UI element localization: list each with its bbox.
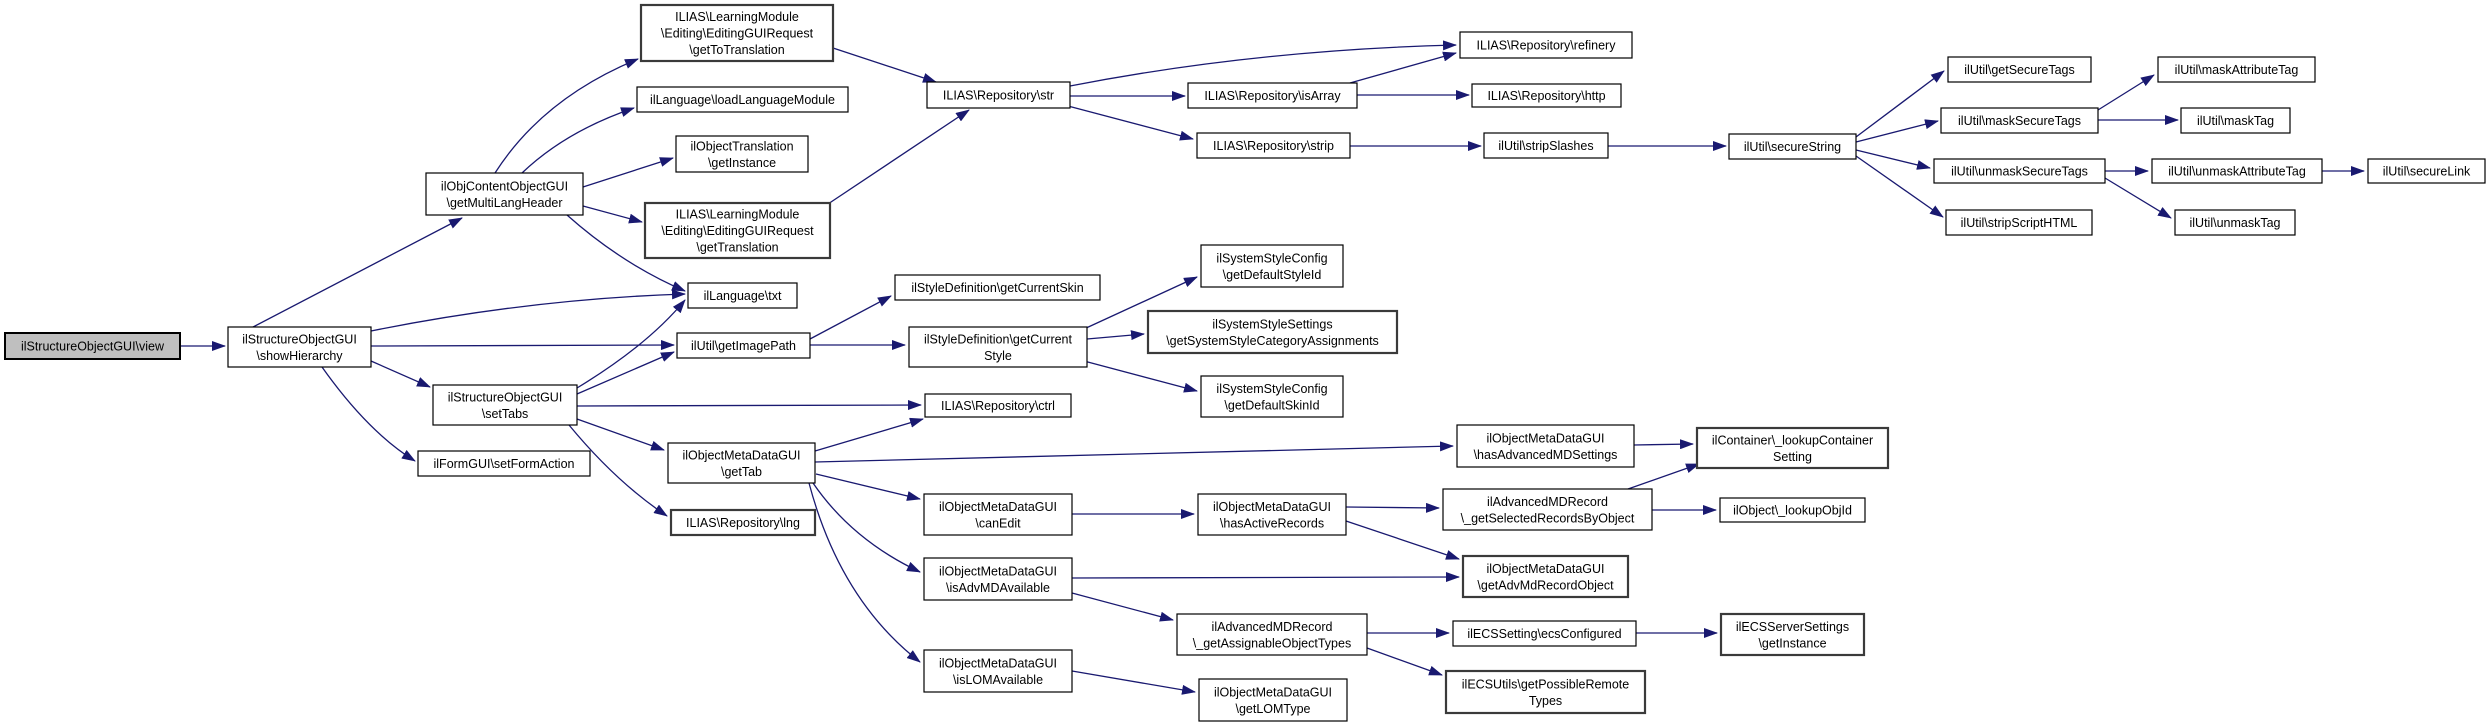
node-maskAttributeTag[interactable] <box>2158 57 2315 82</box>
edge-getImagePath-to-getCurrentSkin <box>810 296 891 339</box>
node-strip[interactable] <box>1197 133 1350 158</box>
node-stripScriptHTML[interactable] <box>1946 210 2092 235</box>
edge-getCurrentStyle-to-categoryAssignments <box>1087 334 1144 339</box>
node-label-getDefaultSkinId-line0: ilSystemStyleConfig <box>1216 381 1328 396</box>
node-setFormAction[interactable] <box>418 451 590 476</box>
node-label-strip-line0: ILIAS\Repository\strip <box>1213 139 1334 153</box>
edge-showHierarchy-to-getImagePath <box>371 345 674 346</box>
node-label-http-line0: ILIAS\Repository\http <box>1487 89 1606 103</box>
node-label-hasActiveRecords-line1: \hasActiveRecords <box>1219 516 1325 531</box>
edge-getMultiLangHeader-to-getTranslation <box>583 206 642 222</box>
node-label-isAdvMDAvailable-line1: \isAdvMDAvailable <box>946 580 1050 595</box>
edge-getTab-to-hasAdvancedMDSettings <box>815 446 1453 462</box>
node-label-getSecureTags-line0: ilUtil\getSecureTags <box>1964 63 2075 77</box>
node-getDefaultStyleId[interactable] <box>1201 245 1343 287</box>
node-unmaskTag[interactable] <box>2175 210 2295 235</box>
edge-setTabs-to-ctrl <box>577 405 921 406</box>
node-label-canEdit-line0: ilObjectMetaDataGUI <box>938 499 1058 514</box>
node-label-getDefaultSkinId-line1: \getDefaultSkinId <box>1224 398 1320 413</box>
node-hasActiveRecords[interactable] <box>1198 494 1346 535</box>
edge-getToTranslation-to-str <box>833 48 936 82</box>
edge-showHierarchy-to-setTabs <box>371 361 430 387</box>
node-label-isArray-line0: ILIAS\Repository\isArray <box>1204 89 1341 103</box>
node-label-secureLink-line0: ilUtil\secureLink <box>2382 164 2471 179</box>
node-getTranslation[interactable] <box>645 203 830 258</box>
node-getAssignableObjectTypes[interactable] <box>1177 614 1367 655</box>
node-label-setFormAction-line0: ilFormGUI\setFormAction <box>433 457 575 471</box>
node-label-showHierarchy-line0: ilStructureObjectGUI <box>242 332 357 347</box>
node-label-setTabs-line0: ilStructureObjectGUI <box>447 390 563 405</box>
node-label-getMultiLangHeader-line1: \getMultiLangHeader <box>446 195 563 210</box>
node-getLOMType[interactable] <box>1199 679 1347 721</box>
node-http[interactable] <box>1472 84 1621 107</box>
edge-getCurrentStyle-to-getDefaultSkinId <box>1084 361 1197 391</box>
node-label-stripScriptHTML-line0: ilUtil\stripScriptHTML <box>1960 216 2078 230</box>
node-setTabs[interactable] <box>433 385 577 425</box>
edge-getMultiLangHeader-to-getToTranslation <box>495 59 638 173</box>
edge-secureString-to-stripScriptHTML <box>1856 156 1943 217</box>
edge-showHierarchy-to-txt <box>371 294 685 331</box>
node-getToTranslation[interactable] <box>641 5 833 61</box>
node-maskTag[interactable] <box>2181 108 2290 133</box>
edge-showHierarchy-to-setFormAction <box>322 367 415 461</box>
node-label-isLOMAvailable-line1: \isLOMAvailable <box>952 672 1044 687</box>
edge-getTab-to-ctrl <box>815 419 923 451</box>
node-str[interactable] <box>927 82 1070 108</box>
edge-isArray-to-refinery <box>1350 53 1456 83</box>
node-label-lookupObjId-line0: ilObject\_lookupObjId <box>1733 503 1852 518</box>
node-objTranslationGetInstance[interactable] <box>676 136 808 172</box>
node-label-refinery-line0: ILIAS\Repository\refinery <box>1476 38 1616 53</box>
node-label-txt-line0: ilLanguage\txt <box>703 289 782 303</box>
node-label-categoryAssignments-line1: \getSystemStyleCategoryAssignments <box>1166 333 1379 348</box>
node-label-getToTranslation-line1: \Editing\EditingGUIRequest <box>660 26 814 41</box>
node-label-getTab-line0: ilObjectMetaDataGUI <box>682 448 801 463</box>
node-label-getSelectedRecordsByObject-line1: \_getSelectedRecordsByObject <box>1460 511 1635 526</box>
edge-str-to-refinery <box>1070 45 1456 86</box>
node-unmaskSecureTags[interactable] <box>1934 159 2105 183</box>
node-loadLanguageModule[interactable] <box>637 87 848 112</box>
node-label-unmaskSecureTags-line0: ilUtil\unmaskSecureTags <box>1951 164 2088 179</box>
node-label-hasAdvancedMDSettings-line0: ilObjectMetaDataGUI <box>1486 431 1605 446</box>
node-label-unmaskTag-line0: ilUtil\unmaskTag <box>2189 216 2281 230</box>
node-label-canEdit-line1: \canEdit <box>975 516 1021 531</box>
node-label-getAdvMdRecordObject-line0: ilObjectMetaDataGUI <box>1486 561 1605 576</box>
node-label-getTranslation-line2: \getTranslation <box>696 240 779 255</box>
node-label-getTranslation-line1: \Editing\EditingGUIRequest <box>661 224 814 238</box>
node-label-getLOMType-line0: ilObjectMetaDataGUI <box>1213 685 1333 700</box>
edge-getMultiLangHeader-to-objTranslationGetInstance <box>583 158 673 187</box>
node-getCurrentSkin[interactable] <box>895 275 1100 300</box>
node-label-objTranslationGetInstance-line0: ilObjectTranslation <box>690 139 794 154</box>
node-label-maskSecureTags-line0: ilUtil\maskSecureTags <box>1958 114 2081 128</box>
node-getAdvMdRecordObject[interactable] <box>1463 556 1628 597</box>
node-label-getImagePath-line0: ilUtil\getImagePath <box>691 339 796 353</box>
node-stripSlashes[interactable] <box>1484 133 1608 158</box>
node-getCurrentStyle[interactable] <box>909 327 1087 367</box>
node-getDefaultSkinId[interactable] <box>1201 376 1343 417</box>
node-getPossibleRemoteTypes[interactable] <box>1446 671 1645 713</box>
node-label-loadLanguageModule-line0: ilLanguage\loadLanguageModule <box>650 93 835 107</box>
node-label-getDefaultStyleId-line1: \getDefaultStyleId <box>1222 267 1322 282</box>
edge-getTab-to-isLOMAvailable <box>809 483 920 662</box>
node-label-ecsServerGetInstance-line1: \getInstance <box>1758 636 1827 651</box>
node-label-ecsServerGetInstance-line0: ilECSServerSettings <box>1735 619 1850 634</box>
node-label-view-line0: ilStructureObjectGUI\view <box>20 339 165 354</box>
node-getSecureTags[interactable] <box>1948 57 2091 82</box>
node-label-getLOMType-line1: \getLOMType <box>1235 701 1311 716</box>
edge-secureString-to-maskSecureTags <box>1856 121 1938 142</box>
node-canEdit[interactable] <box>924 494 1072 535</box>
node-label-lng-line0: ILIAS\Repository\lng <box>686 516 800 530</box>
node-secureLink[interactable] <box>2368 159 2485 183</box>
edge-hasAdvancedMDSettings-to-lookupContainerSetting <box>1634 444 1693 445</box>
node-label-secureString-line0: ilUtil\secureString <box>1743 140 1842 154</box>
node-ctrl[interactable] <box>925 394 1071 417</box>
edge-hasActiveRecords-to-getAdvMdRecordObject <box>1346 521 1459 559</box>
edge-getMultiLangHeader-to-loadLanguageModule <box>522 108 634 173</box>
node-label-getPossibleRemoteTypes-line0: ilECSUtils\getPossibleRemote <box>1461 677 1630 692</box>
node-label-stripSlashes-line0: ilUtil\stripSlashes <box>1498 139 1594 153</box>
node-label-maskAttributeTag-line0: ilUtil\maskAttributeTag <box>2174 63 2299 77</box>
node-label-setTabs-line1: \setTabs <box>481 406 529 421</box>
edge-getSelectedRecordsByObject-to-lookupContainerSetting <box>1628 464 1699 489</box>
edge-isLOMAvailable-to-getLOMType <box>1072 671 1195 692</box>
node-label-hasActiveRecords-line0: ilObjectMetaDataGUI <box>1212 499 1332 514</box>
edge-maskSecureTags-to-maskAttributeTag <box>2098 75 2154 110</box>
node-ecsServerGetInstance[interactable] <box>1721 614 1864 655</box>
node-label-getPossibleRemoteTypes-line1: Types <box>1528 693 1563 708</box>
node-lookupContainerSetting[interactable] <box>1697 428 1888 468</box>
node-label-lookupContainerSetting-line0: ilContainer\_lookupContainer <box>1711 433 1874 448</box>
node-label-maskTag-line0: ilUtil\maskTag <box>2196 114 2275 128</box>
node-lng[interactable] <box>671 510 815 535</box>
node-isArray[interactable] <box>1188 83 1357 108</box>
node-unmaskAttributeTag[interactable] <box>2152 159 2322 183</box>
node-label-ctrl-line0: ILIAS\Repository\ctrl <box>941 399 1055 413</box>
node-view <box>5 333 180 359</box>
node-label-hasAdvancedMDSettings-line1: \hasAdvancedMDSettings <box>1473 447 1618 462</box>
edge-showHierarchy-to-getMultiLangHeader <box>253 218 462 327</box>
edge-getTab-to-isAdvMDAvailable <box>813 483 920 572</box>
node-getTab[interactable] <box>668 443 815 483</box>
edge-setTabs-to-txt <box>577 300 685 388</box>
edge-setTabs-to-getTab <box>577 419 664 450</box>
node-ecsConfigured[interactable] <box>1453 621 1636 646</box>
node-label-getSelectedRecordsByObject-line0: ilAdvancedMDRecord <box>1487 494 1608 509</box>
node-isLOMAvailable[interactable] <box>924 650 1072 692</box>
node-refinery[interactable] <box>1460 32 1632 58</box>
node-label-getTranslation-line0: ILIAS\LearningModule <box>675 207 800 222</box>
node-label-getCurrentStyle-line1: Style <box>984 348 1012 363</box>
node-txt[interactable] <box>688 283 797 308</box>
node-maskSecureTags[interactable] <box>1941 108 2098 133</box>
node-getSelectedRecordsByObject[interactable] <box>1443 489 1652 530</box>
node-label-str-line0: ILIAS\Repository\str <box>942 88 1055 103</box>
edge-secureString-to-unmaskSecureTags <box>1856 150 1930 168</box>
node-label-lookupContainerSetting-line1: Setting <box>1773 449 1812 464</box>
node-label-objTranslationGetInstance-line1: \getInstance <box>707 155 777 170</box>
node-label-getCurrentStyle-line0: ilStyleDefinition\getCurrent <box>924 332 1072 347</box>
node-getImagePath[interactable] <box>677 333 810 358</box>
node-label-getMultiLangHeader-line0: ilObjContentObjectGUI <box>440 179 569 194</box>
node-showHierarchy[interactable] <box>228 327 371 367</box>
edge-getAssignableObjectTypes-to-getPossibleRemoteTypes <box>1367 648 1442 675</box>
edge-isAdvMDAvailable-to-getAssignableObjectTypes <box>1072 593 1173 620</box>
edge-unmaskSecureTags-to-unmaskTag <box>2105 178 2171 218</box>
node-label-getCurrentSkin-line0: ilStyleDefinition\getCurrentSkin <box>911 281 1084 295</box>
node-label-isLOMAvailable-line0: ilObjectMetaDataGUI <box>938 656 1058 671</box>
node-label-getAssignableObjectTypes-line1: \_getAssignableObjectTypes <box>1192 636 1352 651</box>
node-label-categoryAssignments-line0: ilSystemStyleSettings <box>1212 317 1333 332</box>
edge-getTab-to-canEdit <box>816 474 920 499</box>
node-isAdvMDAvailable[interactable] <box>924 558 1072 600</box>
node-label-unmaskAttributeTag-line0: ilUtil\unmaskAttributeTag <box>2168 164 2306 179</box>
edge-hasActiveRecords-to-getSelectedRecordsByObject <box>1346 507 1439 508</box>
node-label-getAssignableObjectTypes-line0: ilAdvancedMDRecord <box>1211 619 1333 634</box>
node-secureString[interactable] <box>1729 134 1856 159</box>
node-label-getDefaultStyleId-line0: ilSystemStyleConfig <box>1216 251 1328 266</box>
node-label-getToTranslation-line0: ILIAS\LearningModule <box>675 10 799 24</box>
edge-str-to-strip <box>1068 106 1193 139</box>
node-hasAdvancedMDSettings[interactable] <box>1457 425 1634 467</box>
node-lookupObjId[interactable] <box>1720 498 1865 522</box>
node-label-getTab-line1: \getTab <box>720 464 763 479</box>
edge-isAdvMDAvailable-to-getAdvMdRecordObject <box>1072 577 1459 578</box>
node-categoryAssignments[interactable] <box>1148 311 1397 353</box>
edge-setTabs-to-getImagePath <box>577 352 674 394</box>
edge-getTranslation-to-str <box>828 110 969 204</box>
node-label-ecsConfigured-line0: ilECSSetting\ecsConfigured <box>1467 627 1622 641</box>
node-label-getToTranslation-line2: \getToTranslation <box>689 43 785 57</box>
node-label-showHierarchy-line1: \showHierarchy <box>256 348 343 363</box>
edge-secureString-to-getSecureTags <box>1856 71 1944 137</box>
node-label-getAdvMdRecordObject-line1: \getAdvMdRecordObject <box>1477 578 1614 593</box>
node-label-isAdvMDAvailable-line0: ilObjectMetaDataGUI <box>938 564 1058 579</box>
node-getMultiLangHeader[interactable] <box>426 173 583 215</box>
